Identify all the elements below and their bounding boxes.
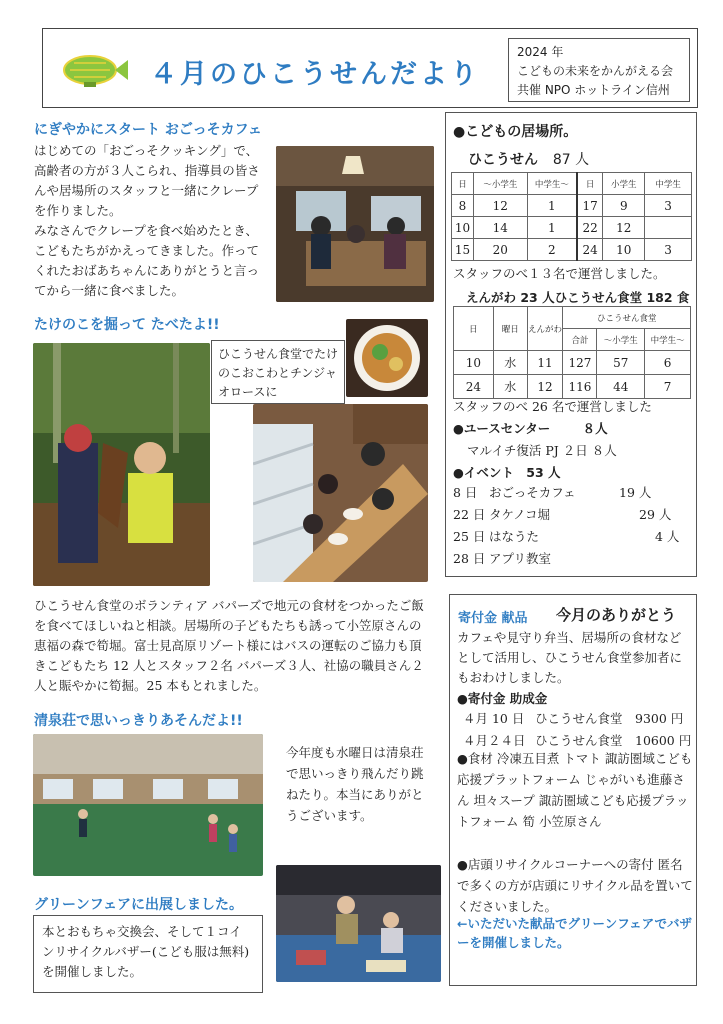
list-item: 28 日 アプリ教室 — [453, 551, 552, 566]
section4-body: 本とおもちゃ交換会、そして１コインリサイクルバザー(こども服は無料)を開催しました。 — [42, 924, 250, 979]
table-header: 中学生〜 — [645, 329, 691, 351]
youth-count: ８人 — [582, 421, 608, 436]
table-header: 日 — [577, 173, 603, 195]
list-item: 8 日 おごっそカフェ 19 人 — [453, 485, 652, 500]
table-cell: 15 — [452, 239, 474, 261]
table-cell: 14 — [473, 217, 527, 239]
table-cell: 6 — [645, 351, 691, 375]
fair-photo — [276, 865, 441, 982]
table-cell: 10 — [454, 351, 494, 375]
cosponsor: 共催 NPO ホットライン信州 — [517, 83, 670, 97]
table-cell: 2 — [527, 239, 577, 261]
cafe-photo — [276, 146, 434, 302]
event-list — [453, 482, 689, 570]
table-cell: 116 — [563, 375, 597, 399]
table-header: 曜日 — [493, 307, 527, 351]
table-cell: 1 — [527, 195, 577, 217]
table-cell: 44 — [597, 375, 645, 399]
gym-photo — [33, 734, 263, 876]
table-header: えんがわ — [527, 307, 563, 351]
table-row — [454, 375, 691, 399]
org-name: こどもの未来をかんがえる会 — [517, 64, 674, 78]
table-header-row — [452, 173, 692, 195]
caption-box — [211, 340, 345, 404]
section3-body: 今年度も水曜日は清泉荘で思いっきり飛んだり跳ねたり。本当にありがとうございます。 — [286, 745, 424, 823]
thanks-heading: 今月のありがとう — [556, 606, 677, 624]
food-photo — [346, 319, 428, 397]
donation-list — [463, 708, 693, 752]
recycle-donations: ●店頭リサイクルコーナーへの寄付 匿名で多くの方が店頭にリサイクル品を置いてくださいました。 — [457, 857, 693, 914]
staff-note-2: スタッフのべ 26 名で運営しました — [453, 399, 652, 414]
event-row — [453, 463, 561, 481]
table-cell: 10 — [452, 217, 474, 239]
section1-title: にぎやかにスタート おごっそカフェ — [34, 122, 262, 138]
list-item: 25 日 はなうた 4 人 — [453, 529, 680, 544]
table-header: 〜小学生 — [473, 173, 527, 195]
caption-text: ひこうせん食堂でたけのこおこわとチンジャオロースに — [218, 347, 339, 399]
engawa-heading: えんがわ 23 人ひこうせん食堂 182 食 — [466, 290, 690, 305]
table-cell: 12 — [603, 217, 645, 239]
table-cell: 12 — [473, 195, 527, 217]
page-title: ４月のひこうせんだより — [150, 59, 480, 90]
table-cell: 水 — [493, 351, 527, 375]
table-cell: 10 — [603, 239, 645, 261]
thanks-footer: ←いただいた献品でグリーンフェアでバザーを開催しました。 — [457, 916, 692, 950]
table-header: 日 — [452, 173, 474, 195]
dining-photo — [253, 404, 428, 582]
thanks-intro: カフェや見守り弁当、居場所の食材などとして活用し、ひこうせん食堂参加者にもおわけしました。 — [457, 630, 683, 685]
youth-detail: マルイチ復活 PJ ２日 ８人 — [467, 443, 617, 458]
bamboo-dig-photo — [33, 343, 210, 586]
food-donations: ●食材 冷凍五目煮 トマト 諏訪圏域こども応援プラットフォーム じゃがいも進藤さん 坦々スープ 諏訪圏域こども応援プラットフォーム 筍 小笠原さん — [457, 751, 693, 829]
table-row — [452, 239, 692, 261]
ibasho-table — [451, 172, 692, 261]
hikosen-count: 87 人 — [552, 152, 590, 168]
table-header: 中学生 — [645, 173, 692, 195]
table-cell: 20 — [473, 239, 527, 261]
section2-title: たけのこを掘って たべたよ!! — [34, 317, 220, 333]
table-header: 日 — [454, 307, 494, 351]
hikosen-row — [468, 149, 589, 169]
list-item: ４月 10 日 ひこうせん食堂 9300 円 — [463, 711, 684, 726]
blimp-icon — [60, 52, 132, 88]
section4-box — [33, 915, 263, 993]
table-cell: 12 — [527, 375, 563, 399]
section3-title: 清泉荘で思いっきりあそんだよ!! — [34, 713, 243, 729]
table-cell: 22 — [577, 217, 603, 239]
event-heading: ●イベント — [453, 465, 514, 480]
table-cell: 1 — [527, 217, 577, 239]
table-row — [454, 351, 691, 375]
table-header-row — [454, 307, 691, 329]
thanks-tag: 寄付金 献品 — [458, 611, 528, 626]
youth-heading: ●ユースセンター — [453, 421, 551, 436]
table-cell: 24 — [577, 239, 603, 261]
event-count: 53 人 — [526, 465, 561, 480]
table-cell: 8 — [452, 195, 474, 217]
table-header: ひこうせん食堂 — [563, 307, 691, 329]
table-cell: 3 — [645, 195, 692, 217]
table-cell: 水 — [493, 375, 527, 399]
donation-heading: ●寄付金 助成金 — [457, 691, 548, 706]
table-cell: 57 — [597, 351, 645, 375]
table-row — [452, 195, 692, 217]
table-cell: 17 — [577, 195, 603, 217]
staff-note-1: スタッフのべ１３名で運営しました。 — [453, 266, 666, 281]
section2-body: ひこうせん食堂のボランティア バパーズで地元の食材をつかったご飯を食べてほしいねと相談。居場所の子どもたちも誘って小笠原さんの恵福の森で筍堀。富士見高原リゾート様にはバスの運転のご協力も頂きこどもたち 12 人とスタッフ２名 バパーズ３人、社協の職員さん２人と賑やかに筍掘。25 本もとれました。 — [34, 598, 424, 693]
table-row — [452, 217, 692, 239]
youth-row — [453, 419, 608, 437]
engawa-table — [453, 306, 691, 399]
ibasho-heading: ●こどもの居場所。 — [453, 124, 578, 140]
table-cell: 9 — [603, 195, 645, 217]
table-cell: 127 — [563, 351, 597, 375]
section1-body: はじめての「おごっそクッキング」で、高齢者の方が３人こられ、指導員の皆さんや居場所のスタッフと一緒にクレープを作りました。 みなさんでクレープを食べ始めたとき、こどもたちがかえってきました。作ってくれたおばあちゃんにありがとうと言ってから一緒に食べました。 — [34, 143, 260, 298]
org-box — [508, 38, 690, 102]
list-item: ４月２４日 ひこうせん食堂 10600 円 — [463, 733, 692, 748]
table-header: 中学生〜 — [527, 173, 577, 195]
table-header: 合計 — [563, 329, 597, 351]
table-cell: 3 — [645, 239, 692, 261]
table-header: 小学生 — [603, 173, 645, 195]
section4-title: グリーンフェアに出展しました。 — [34, 897, 244, 913]
table-header: 〜小学生 — [597, 329, 645, 351]
table-cell: 24 — [454, 375, 494, 399]
year-label: 2024 年 — [517, 45, 564, 59]
hikosen-label: ひこうせん — [468, 152, 538, 168]
table-cell — [645, 217, 692, 239]
table-cell: 7 — [645, 375, 691, 399]
list-item: 22 日 タケノコ堀 29 人 — [453, 507, 672, 522]
table-cell: 11 — [527, 351, 563, 375]
